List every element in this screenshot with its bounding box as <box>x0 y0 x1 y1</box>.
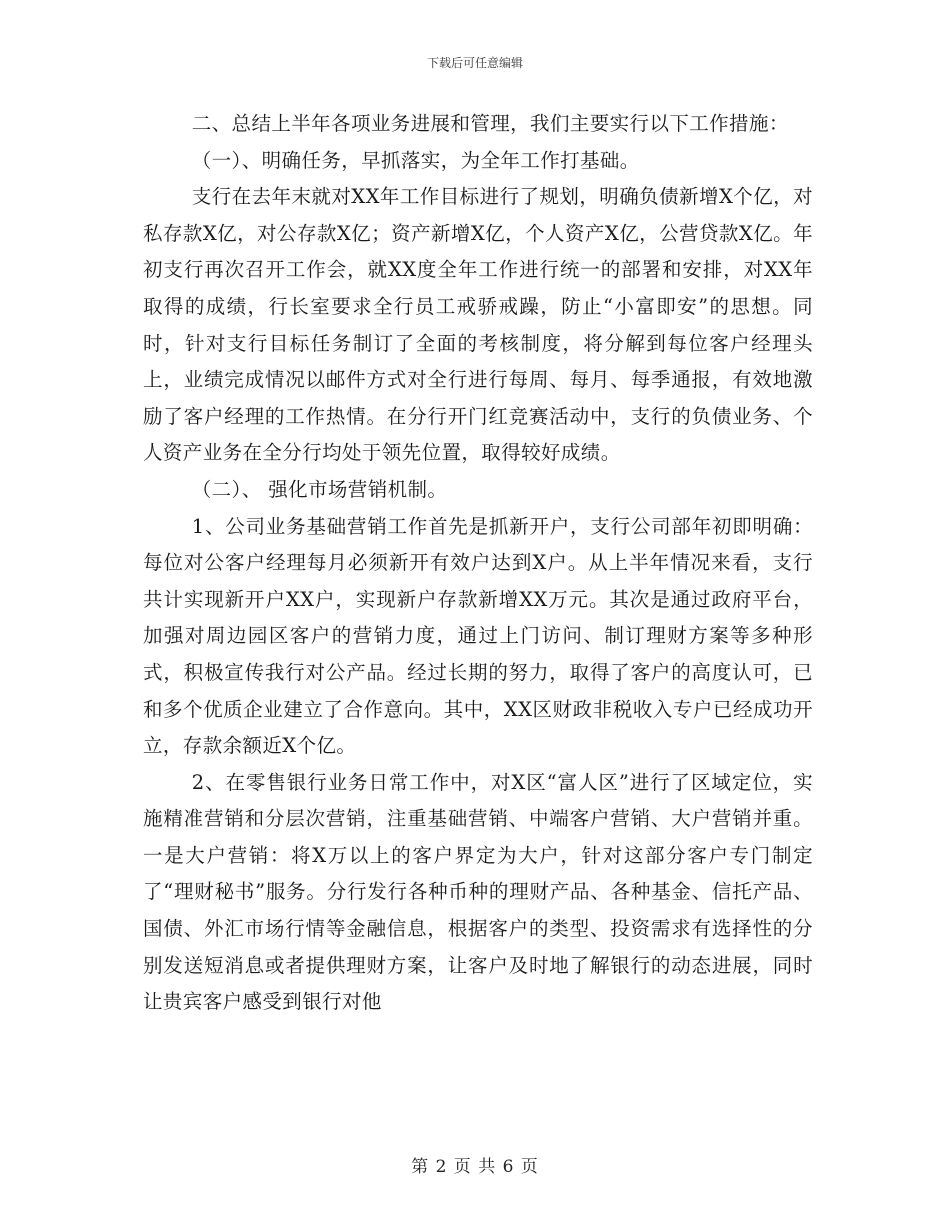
paragraph-corporate-marketing: 1、公司业务基础营销工作首先是抓新开户，支行公司部年初即明确：每位对公客户经理每月必须新开有效户达到X户。从上半年情况来看，支行共计实现新开户XX户，实现新户存款新增XX万元。其次是通过政府平台，加强对周边园区客户的营销力度，通过上门访问、制订理财方案等多种形式，积极宣传我行对公产品。经过长期的努力，取得了客户的高度认可，已和多个优质企业建立了合作意向。其中，XX区财政非税收入专户已经成功开立，存款余额近X个亿。 <box>143 514 813 758</box>
paragraph-retail-marketing: 2、在零售银行业务日常工作中，对X区“富人区”进行了区域定位，实施精准营销和分层次营销，注重基础营销、中端客户营销、大户营销并重。一是大户营销：将X万以上的客户界定为大户，针对这部分客户专门制定了“理财秘书”服务。分行发行各种币种的理财产品、各种基金、信托产品、国债、外汇市场行情等金融信息，根据客户的类型、投资需求有选择性的分别发送短消息或者提供理财方案，让客户及时地了解银行的动态进展，同时让贵宾客户感受到银行对他 <box>143 770 813 1014</box>
subsection-heading-2: （二）、 强化市场营销机制。 <box>191 477 448 501</box>
paragraph-targets: 支行在去年末就对XX年工作目标进行了规划，明确负债新增X个亿，对私存款X亿，对公存款X亿；资产新增X亿，个人资产X亿，公营贷款X亿。年初支行再次召开工作会，就XX度全年工作进行统一的部署和安排，对XX年取得的成绩，行长室要求全行员工戒骄戒躁，防止“小富即安”的思想。同时，针对支行目标任务制订了全面的考核制度，将分解到每位客户经理头上，业绩完成情况以邮件方式对全行进行每周、每月、每季通报，有效地激励了客户经理的工作热情。在分行开门红竞赛活动中，支行的负债业务、个人资产业务在全分行均处于领先位置，取得较好成绩。 <box>143 185 813 465</box>
section-heading-2: 二、总结上半年各项业务进展和管理，我们主要实行以下工作措施： <box>191 112 789 135</box>
subsection-heading-1: （一）、明确任务，早抓落实，为全年工作打基础。 <box>191 148 640 172</box>
document-body <box>143 106 813 1021</box>
page-number-footer: 第 2 页 共 6 页 <box>411 1157 539 1177</box>
page-header-note: 下载后可任意编辑 <box>426 56 523 70</box>
